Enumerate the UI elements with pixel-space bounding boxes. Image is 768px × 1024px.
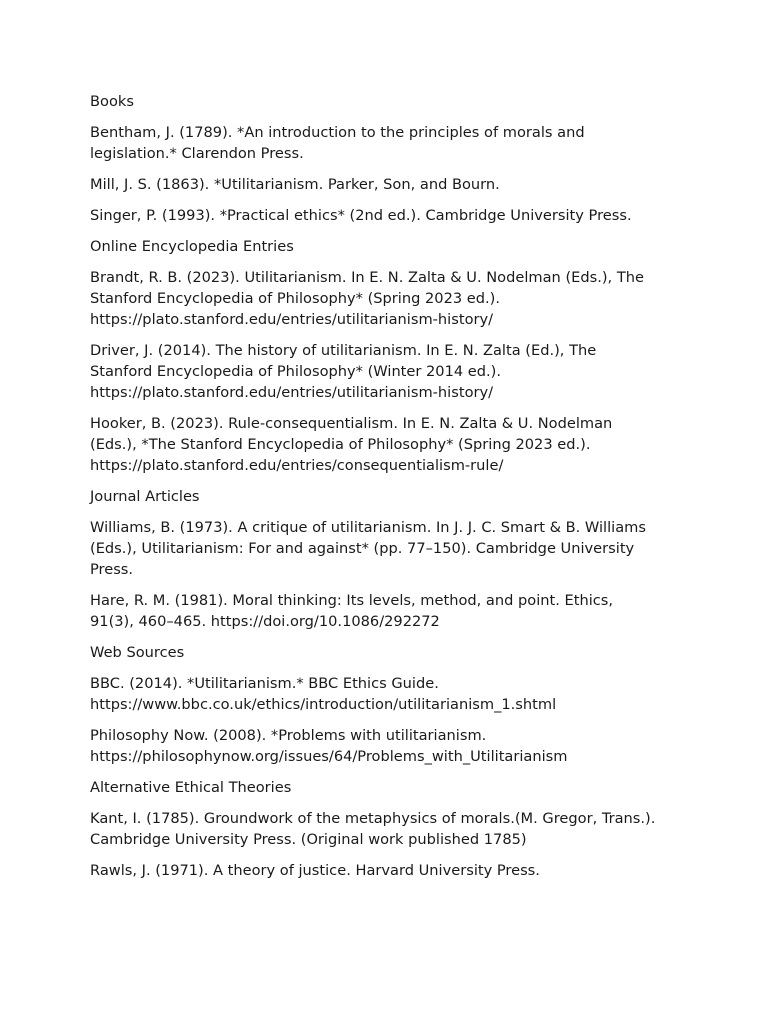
reference-line: Williams, B. (1973). A critique of utilitarianism. In J. J. C. Smart & B. Williams bbox=[90, 519, 646, 536]
reference-entry bbox=[90, 860, 690, 881]
section-heading bbox=[90, 642, 690, 663]
reference-line: Hare, R. M. (1981). Moral thinking: Its levels, method, and point. Ethics, bbox=[90, 592, 614, 609]
reference-line: Philosophy Now. (2008). *Problems with utilitarianism. bbox=[90, 727, 487, 744]
reference-entry bbox=[90, 122, 690, 164]
reference-entry bbox=[90, 590, 690, 632]
reference-entry bbox=[90, 205, 690, 226]
reference-entry bbox=[90, 808, 690, 850]
reference-entry bbox=[90, 340, 690, 403]
reference-line: https://plato.stanford.edu/entries/consequentialism-rule/ bbox=[90, 457, 504, 474]
section-heading-text: Alternative Ethical Theories bbox=[90, 779, 292, 796]
reference-entry bbox=[90, 725, 690, 767]
reference-line: BBC. (2014). *Utilitarianism.* BBC Ethics Guide. bbox=[90, 675, 439, 692]
reference-line: https://philosophynow.org/issues/64/Problems_with_Utilitarianism bbox=[90, 748, 568, 765]
section-heading-text: Web Sources bbox=[90, 644, 185, 661]
reference-line: legislation.* Clarendon Press. bbox=[90, 145, 304, 162]
document-page bbox=[90, 91, 690, 891]
section-heading bbox=[90, 236, 690, 257]
section-heading-text: Books bbox=[90, 93, 134, 110]
section-heading-text: Journal Articles bbox=[90, 488, 200, 505]
reference-line: Driver, J. (2014). The history of utilitarianism. In E. N. Zalta (Ed.), The bbox=[90, 342, 597, 359]
reference-line: Mill, J. S. (1863). *Utilitarianism. Parker, Son, and Bourn. bbox=[90, 176, 500, 193]
reference-line: 91(3), 460–465. https://doi.org/10.1086/292272 bbox=[90, 613, 440, 630]
reference-line: Rawls, J. (1971). A theory of justice. Harvard University Press. bbox=[90, 862, 540, 879]
reference-line: Stanford Encyclopedia of Philosophy* (Spring 2023 ed.). bbox=[90, 290, 501, 307]
section-heading bbox=[90, 91, 690, 112]
reference-line: https://www.bbc.co.uk/ethics/introduction/utilitarianism_1.shtml bbox=[90, 696, 557, 713]
section-heading bbox=[90, 777, 690, 798]
section-heading bbox=[90, 486, 690, 507]
reference-line: Singer, P. (1993). *Practical ethics* (2nd ed.). Cambridge University Press. bbox=[90, 207, 632, 224]
reference-line: (Eds.), *The Stanford Encyclopedia of Philosophy* (Spring 2023 ed.). bbox=[90, 436, 591, 453]
reference-line: Press. bbox=[90, 561, 134, 578]
reference-entry bbox=[90, 174, 690, 195]
reference-line: (Eds.), Utilitarianism: For and against* (pp. 77–150). Cambridge University bbox=[90, 540, 635, 557]
reference-entry bbox=[90, 673, 690, 715]
reference-line: https://plato.stanford.edu/entries/utilitarianism-history/ bbox=[90, 311, 494, 328]
reference-line: Hooker, B. (2023). Rule-consequentialism. In E. N. Zalta & U. Nodelman bbox=[90, 415, 613, 432]
reference-entry bbox=[90, 517, 690, 580]
reference-entry bbox=[90, 413, 690, 476]
reference-line: Cambridge University Press. (Original work published 1785) bbox=[90, 831, 527, 848]
section-heading-text: Online Encyclopedia Entries bbox=[90, 238, 294, 255]
reference-line: Bentham, J. (1789). *An introduction to the principles of morals and bbox=[90, 124, 585, 141]
reference-line: Kant, I. (1785). Groundwork of the metaphysics of morals.(M. Gregor, Trans.). bbox=[90, 810, 656, 827]
reference-line: https://plato.stanford.edu/entries/utilitarianism-history/ bbox=[90, 384, 494, 401]
reference-line: Stanford Encyclopedia of Philosophy* (Winter 2014 ed.). bbox=[90, 363, 502, 380]
reference-entry bbox=[90, 267, 690, 330]
reference-line: Brandt, R. B. (2023). Utilitarianism. In E. N. Zalta & U. Nodelman (Eds.), The bbox=[90, 269, 644, 286]
